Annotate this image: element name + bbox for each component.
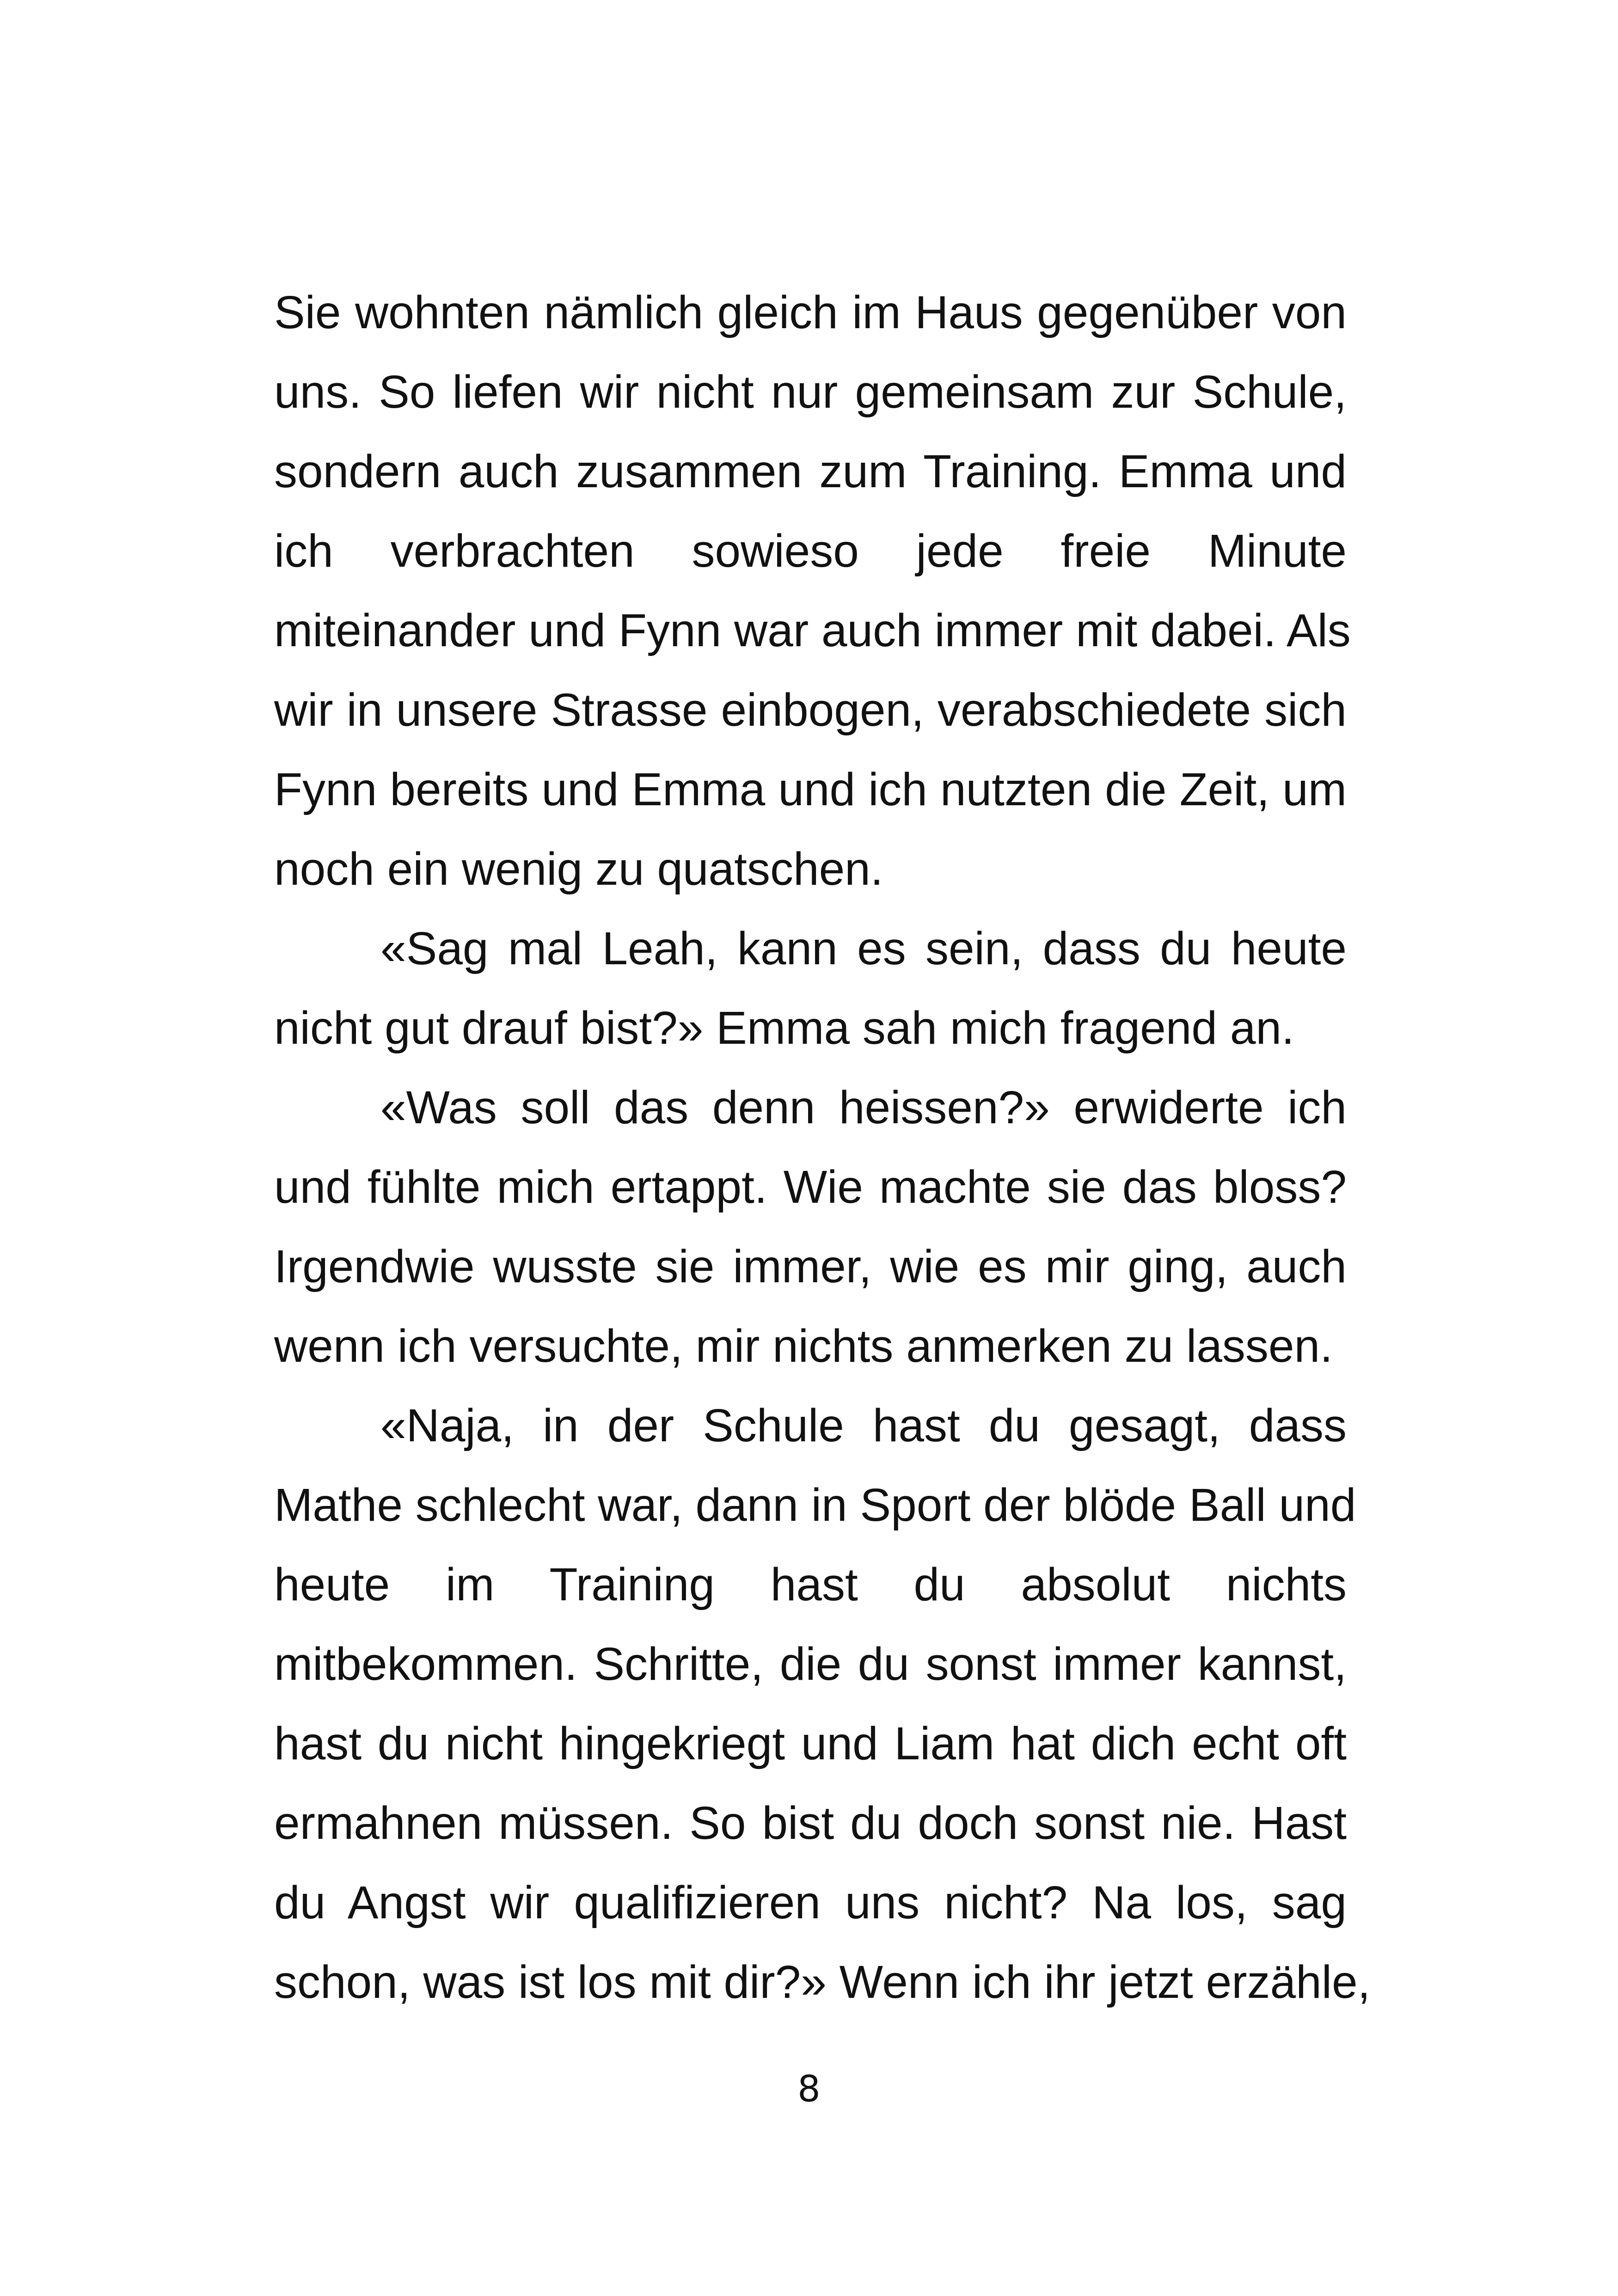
text-line: wir in unsere Strasse einbogen, verabschiedete sich <box>274 684 1347 736</box>
text-line: heute im Training hast du absolut nichts <box>274 1559 1347 1610</box>
text-line: ermahnen müssen. So bist du doch sonst nie. Hast <box>274 1797 1347 1849</box>
text-line: uns. So liefen wir nicht nur gemeinsam zur Schule, <box>274 366 1347 418</box>
text-line: schon, was ist los mit dir?» Wenn ich ihr jetzt erzähle, <box>274 1956 1371 2008</box>
text-line: «Sag mal Leah, kann es sein, dass du heute <box>380 923 1347 974</box>
text-line: wenn ich versuchte, mir nichts anmerken zu lassen. <box>274 1320 1333 1372</box>
text-line: miteinander und Fynn war auch immer mit dabei. Als <box>274 605 1351 656</box>
text-line: Irgendwie wusste sie immer, wie es mir ging, auch <box>274 1241 1347 1292</box>
text-line: mitbekommen. Schritte, die du sonst immer kannst, <box>274 1638 1347 1690</box>
text-line: und fühlte mich ertappt. Wie machte sie das bloss? <box>274 1161 1347 1213</box>
text-line: Sie wohnten nämlich gleich im Haus gegenüber von <box>274 287 1347 338</box>
text-line: ich verbrachten sowieso jede freie Minute <box>274 525 1347 577</box>
text-line: «Was soll das denn heissen?» erwiderte ich <box>380 1082 1347 1133</box>
page-number: 8 <box>797 2069 821 2110</box>
body-text <box>274 273 1371 2022</box>
text-line: du Angst wir qualifizieren uns nicht? Na los, sag <box>274 1877 1347 1929</box>
text-line: Fynn bereits und Emma und ich nutzten die Zeit, um <box>274 764 1347 815</box>
text-line: noch ein wenig zu quatschen. <box>274 843 883 895</box>
text-line: hast du nicht hingekriegt und Liam hat dich echt oft <box>274 1718 1347 1769</box>
text-line: sondern auch zusammen zum Training. Emma und <box>274 446 1347 497</box>
text-line: «Naja, in der Schule hast du gesagt, dass <box>380 1400 1347 1451</box>
text-line: nicht gut drauf bist?» Emma sah mich fragend an. <box>274 1002 1294 1054</box>
text-line: Mathe schlecht war, dann in Sport der blöde Ball und <box>274 1479 1356 1531</box>
